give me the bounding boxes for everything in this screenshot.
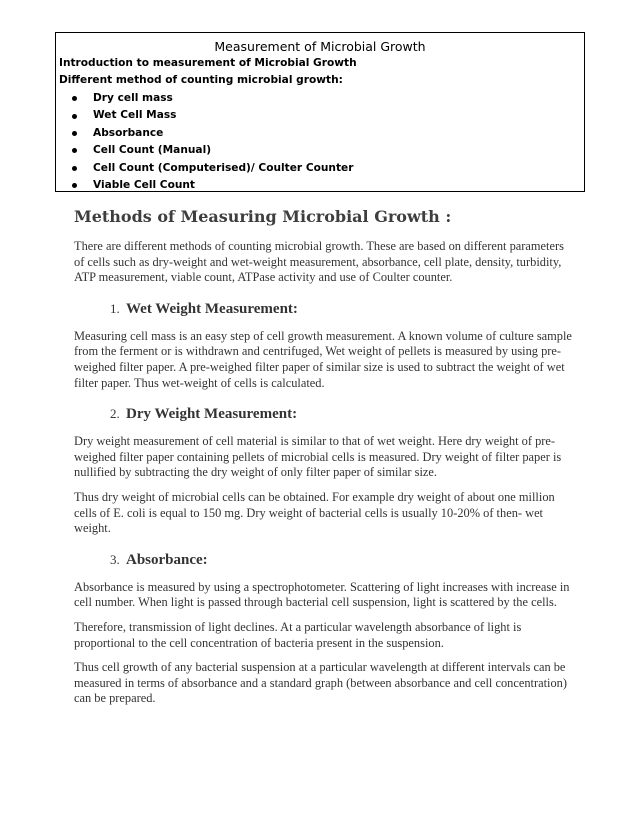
bullet-icon xyxy=(72,166,77,171)
bullet-icon xyxy=(72,131,77,136)
list-item-label: Wet Cell Mass xyxy=(93,109,177,122)
main-heading: Methods of Measuring Microbial Growth : xyxy=(74,207,452,226)
bullet-icon xyxy=(72,183,77,188)
intro-box xyxy=(55,32,585,192)
section-number: 1. xyxy=(110,300,120,316)
paragraph: Measuring cell mass is an easy step of cell growth measurement. A known volume of culture sample from the ferment or is withdrawn and centrifuged, Wet weight of pellets is measured by using pre-weighed filter paper. A pre-weighed filter paper of similar size is used to subtract the weight of wet filter paper. Thus wet-weight of cells is calculated. xyxy=(74,328,572,390)
methods-list xyxy=(56,90,584,194)
bullet-icon xyxy=(72,114,77,119)
paragraph: Dry weight measurement of cell material is similar to that of wet weight. Here dry weight of pre-weighed filter paper containing pellets of microbial cells is measured. Dry weight of filter paper is nullified by subtracting the dry weight of only filter paper of similar size. xyxy=(74,434,562,480)
section-heading-wet-weight xyxy=(110,298,574,320)
list-item xyxy=(72,177,584,194)
paragraph: Thus dry weight of microbial cells can be obtained. For example dry weight of about one million cells of E. coli is equal to 150 mg. Dry weight of bacterial cells is usually 10-20% of then- wet weight. xyxy=(74,489,555,536)
list-item-label: Viable Cell Count xyxy=(93,179,195,192)
intro-paragraph: There are different methods of counting microbial growth. These are based on different parameters of cells such as dry-weight and wet-weight measurement, absorbance, cell plate, density, turbidity, ATP measurement, viable count, ATPase activity and use of Coulter counter. xyxy=(74,239,564,285)
paragraph: Therefore, transmission of light declines. At a particular wavelength absorbance of light is proportional to the cell concentration of bacteria present in the suspension. xyxy=(74,619,522,650)
paragraph: Absorbance is measured by using a spectrophotometer. Scattering of light increases with increase in cell number. When light is passed through bacterial cell suspension, light is scattered by the cells. xyxy=(74,579,570,610)
section-title: Absorbance: xyxy=(126,551,208,568)
section-number: 3. xyxy=(110,551,120,567)
list-item xyxy=(72,142,584,159)
list-item xyxy=(72,160,584,177)
section-number: 2. xyxy=(110,406,120,422)
section-title: Wet Weight Measurement: xyxy=(126,300,298,317)
section-heading-absorbance xyxy=(110,549,574,571)
intro-line-2: Different method of counting microbial growth: xyxy=(59,74,343,86)
intro-line-1: Introduction to measurement of Microbial Growth xyxy=(59,57,357,69)
list-item xyxy=(72,107,584,124)
bullet-icon xyxy=(72,148,77,153)
list-item xyxy=(72,90,584,107)
main-content xyxy=(74,205,574,716)
list-item-label: Cell Count (Manual) xyxy=(93,144,212,157)
list-item xyxy=(72,125,584,142)
section-heading-dry-weight xyxy=(110,403,574,425)
list-item-label: Dry cell mass xyxy=(93,92,173,104)
bullet-icon xyxy=(72,96,77,101)
list-item-label: Cell Count (Computerised)/ Coulter Counter xyxy=(93,161,354,174)
paragraph: Thus cell growth of any bacterial suspension at a particular wavelength at different intervals can be measured in terms of absorbance and a standard graph (between absorbance and cell concentration) can be prepared. xyxy=(74,660,567,706)
section-title: Dry Weight Measurement: xyxy=(126,406,298,423)
intro-title: Measurement of Microbial Growth xyxy=(214,39,426,54)
list-item-label: Absorbance xyxy=(93,126,164,139)
